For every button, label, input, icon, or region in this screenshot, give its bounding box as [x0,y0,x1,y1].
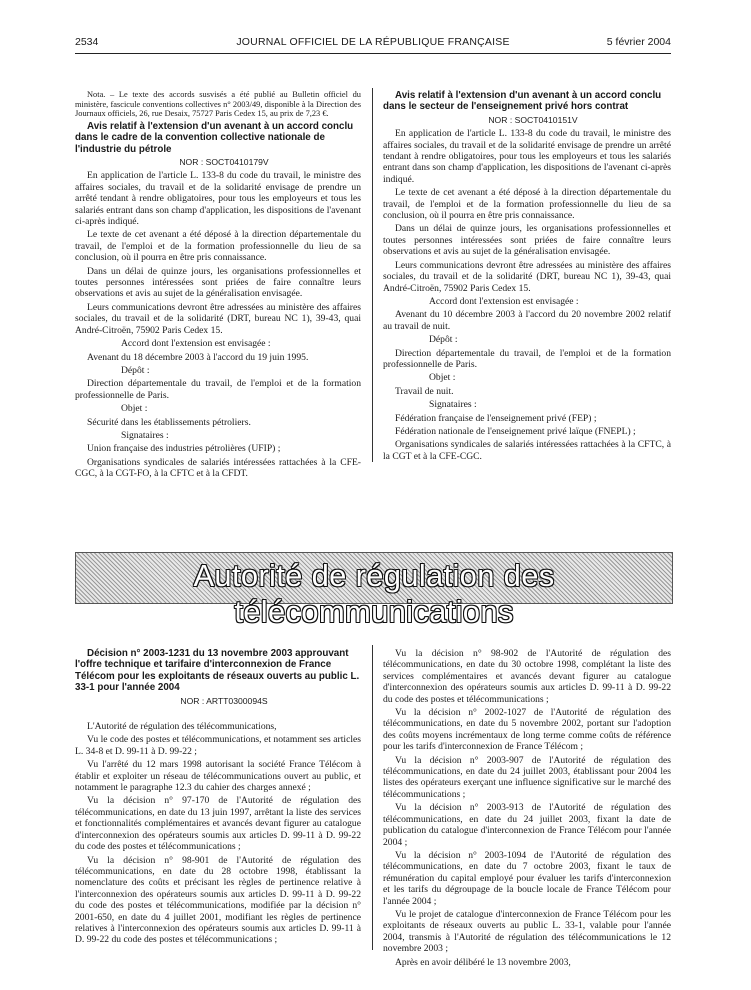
paragraph: Vu la décision n° 2003-1094 de l'Autorité de régulation des télécommunications, en date du 7 octobre 2003, fixant le taux de rémunération du capital employé pour évaluer les tarifs d'interconnexion et les tarifs du dégroupage de la boucle locale de France Télécom pour l'année 2004 ; [383,849,671,907]
paragraph: Leurs communications devront être adressées au ministère des affaires sociales, du travail et de la solidarité (DRT, bureau NC 1), 39-43, quai André-Citroën, 75902 Paris Cedex 15. [75,301,361,336]
accord-label: Accord dont l'extension est envisagée : [121,338,271,350]
paragraph: Le texte de cet avenant a été déposé à la direction départementale du travail, de l'emploi et de la formation professionnelle du lieu de sa conclusion, où il pourra en être pris connaissance. [75,229,361,264]
paragraph: L'Autorité de régulation des télécommunications, [87,721,277,733]
paragraph: Vu la décision n° 98-901 de l'Autorité de régulation des télécommunications, en date du 28 octobre 1998, établissant la nomenclature des coûts et précisant les règles de pertinence relative à l'interconnexion des opérateurs soumis aux articles D. 99-11 à D. 99-22 du code des postes et télécommunications, modifiée par la décision n° 2001-650, en date du 4 juillet 2001, modifiant les règles de pertinence relatives à l'interconnexion des opérateurs soumis aux articles D. 99-11 à D. 99-22 du code des postes et télécommunications ; [75,854,361,946]
decision-visas [383,648,671,970]
depot-text: Direction départementale du travail, de l'emploi et de la formation professionnelle de Paris. [75,378,361,401]
paragraph: Dans un délai de quinze jours, les organisations professionnelles et toutes personnes intéressées sont priées de faire connaître leurs observations et avis au sujet de la généralisation envisagée. [383,223,671,258]
running-header [75,36,671,52]
paragraph: Vu l'arrêté du 12 mars 1998 autorisant la société France Télécom à établir et exploiter un réseau de télécommunications ouvert au public, et notamment le paragraphe 12.3 du cahier des charges annexé ; [75,759,361,794]
accord-text: Avenant du 10 décembre 2003 à l'accord du 20 novembre 2002 relatif au travail de nuit. [383,309,671,332]
notice-enseignement [383,90,671,464]
column-divider [372,88,373,462]
issue-date: 5 février 2004 [606,36,671,48]
section-banner-title: Autorité de régulation des télécommunications [193,558,555,629]
page-number: 2534 [75,36,99,48]
paragraph: Vu le code des postes et télécommunications, et notamment ses articles L. 34-8 et D. 99-11 à D. 99-22 ; [75,734,361,757]
objet-text: Travail de nuit. [395,385,454,397]
depot-label: Dépôt : [121,364,150,376]
paragraph: Après en avoir délibéré le 13 novembre 2003, [395,956,571,968]
paragraph: Vu la décision n° 97-170 de l'Autorité de régulation des télécommunications, en date du 13 juin 1997, arrêtant la liste des services et fonctionnalités complémentaires et avancés devant figurer au catalogue d'interconnexion des opérateurs soumis aux articles D. 99-11 à D. 99-22 du code des postes et télécommunications ; [75,795,361,853]
signataire-item: Fédération nationale de l'enseignement privé laïque (FNEPL) ; [395,425,636,437]
accord-label: Accord dont l'extension est envisagée : [429,295,579,307]
notice-title: Avis relatif à l'extension d'un avenant à un accord conclu dans le cadre de la convention collective nationale de l'industrie du pétrole [75,120,354,155]
signataire-item: Union française des industries pétrolières (UFIP) ; [87,443,281,455]
objet-label: Objet : [429,372,456,384]
paragraph: Le texte de cet avenant a été déposé à la direction départementale du travail, de l'emploi et de la formation professionnelle du lieu de sa conclusion, où il pourra en être pris connaissance. [383,187,671,222]
signataire-item: Fédération française de l'enseignement privé (FEP) ; [395,412,597,424]
paragraph: Vu la décision n° 2003-913 de l'Autorité de régulation des télécommunications, en date du 24 juillet 2003, fixant la date de publication du catalogue d'interconnexion de France Télécom pour l'année 2004 ; [383,802,671,848]
paragraph: Vu la décision n° 2003-907 de l'Autorité de régulation des télécommunications, en date du 24 juillet 2003, établissant pour 2004 les listes des opérateurs exerçant une influence significative sur le marché des télécommunications ; [383,754,671,800]
decision-title: Décision n° 2003-1231 du 13 novembre 2003 approuvant l'offre technique et tarifaire d'interconnexion de France Télécom pour les exploitants de réseaux ouverts au public L. 33-1 pour l'année 2004 [75,648,360,694]
signataires-label: Signataires : [429,399,477,411]
objet-label: Objet : [121,403,148,415]
notice-title: Avis relatif à l'extension d'un avenant à un accord conclu dans le secteur de l'enseignement privé hors contrat [383,90,662,113]
nota-text: Nota. – Le texte des accords susvisés a été publié au Bulletin officiel du ministère, fascicule conventions collectives n° 2003/49, disponible à la Direction des Journaux officiels, 26, rue Desaix, 75727 Paris Cedex 15, au prix de 7,23 €. [75,90,361,119]
signataire-item: Organisations syndicales de salariés intéressées rattachées à la CFTC, à la CGT et à la CFE-CGC. [383,439,671,462]
paragraph: En application de l'article L. 133-8 du code du travail, le ministre des affaires sociales, du travail et de la solidarité envisage de prendre un arrêté tendant à rendre obligatoires, pour tous les employeurs et tous les salariés entrant dans son champ d'application, les dispositions de l'avenant ci-après indiqué. [383,128,671,185]
depot-label: Dépôt : [429,334,458,346]
column-divider [372,645,373,950]
signataire-item: Organisations syndicales de salariés intéressées rattachées à la CFE-CGC, à la CGT-FO, à la CFTC et à la CFDT. [75,456,361,480]
header-rule [75,53,671,54]
section-banner [75,552,673,629]
signataires-label: Signataires : [121,429,169,441]
paragraph: Vu la décision n° 2002-1027 de l'Autorité de régulation des télécommunications, en date du 5 novembre 2002, portant sur l'adoption des coûts moyens incrémentaux de long terme comme coûts de référence pour les tarifs d'interconnexion de France Télécom ; [383,707,671,753]
paragraph: Vu le projet de catalogue d'interconnexion de France Télécom pour les exploitants de réseaux ouverts au public L. 33-1, valable pour l'année 2004, transmis à l'Autorité de régulation des télécommunications le 12 novembre 2003 ; [383,908,671,955]
paragraph: Leurs communications devront être adressées au ministère des affaires sociales, du travail et de la solidarité (DRT, bureau NC 1), 39-43, quai André-Citroën, 75902 Paris Cedex 15. [383,259,671,294]
objet-text: Sécurité dans les établissements pétroliers. [87,416,251,428]
paragraph: En application de l'article L. 133-8 du code du travail, le ministre des affaires sociales, du travail et de la solidarité envisage de prendre un arrêté tendant à rendre obligatoires, pour tous les employeurs et tous les salariés entrant dans son champ d'application, les dispositions de l'avenant ci-après indiqué. [75,170,361,228]
depot-text: Direction départementale du travail, de l'emploi et de la formation professionnelle de Paris. [383,347,671,370]
decision-arcep [75,648,361,948]
nor-reference: NOR : SOCT0410179V [179,157,269,167]
paragraph: Dans un délai de quinze jours, les organisations professionnelles et toutes personnes intéressées sont priées de faire connaître leurs observations et avis au sujet de la généralisation envisagée. [75,265,361,300]
nor-reference: NOR : ARTT0300094S [180,695,268,706]
accord-text: Avenant du 18 décembre 2003 à l'accord du 19 juin 1995. [87,351,309,363]
nor-reference: NOR : SOCT0410151V [488,114,578,125]
journal-title: JOURNAL OFFICIEL DE LA RÉPUBLIQUE FRANÇAISE [236,36,510,48]
notice-petrole [75,90,361,482]
paragraph: Vu la décision n° 98-902 de l'Autorité de régulation des télécommunications, en date du 30 octobre 1998, complétant la liste des services complémentaires et avancés devant figurer au catalogue d'interconnexion des opérateurs soumis aux articles D. 99-11 à D. 99-22 du code des postes et télécommunications ; [383,648,671,705]
